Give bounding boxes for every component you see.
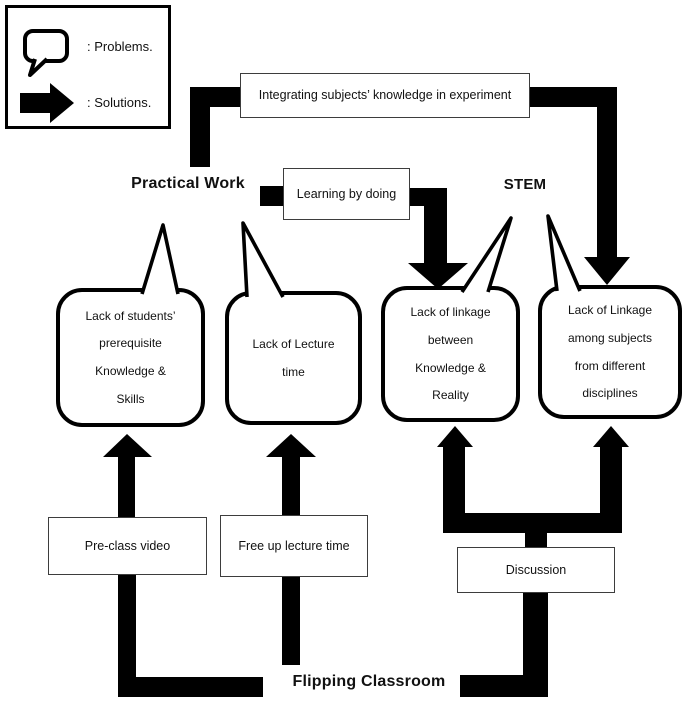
connector-free-up-lecture-to-bubble2-arrow (266, 434, 316, 515)
learning-by-doing-box: Learning by doing (283, 168, 410, 220)
stem-label: STEM (503, 175, 547, 193)
bubble4-line: Lack of Linkage (567, 303, 653, 318)
bubble2-line: Lack of Lecture (252, 336, 335, 351)
bubble3-line: Reality (432, 388, 469, 403)
discussion-box: Discussion (457, 547, 615, 593)
bubble3-tail (462, 218, 511, 292)
connector-learning-by-doing-to-lack-linkage-reality-arrow (408, 188, 468, 289)
pre-class-video-box: Pre-class video (48, 517, 207, 575)
bubble2-lack-of-lecture-time (229, 295, 358, 421)
connector-pre-class-video-to-bubble1-arrow (103, 434, 152, 517)
connector-flipping-classroom-to-free-up-lecture (282, 577, 300, 665)
bubble4-line: disciplines (582, 386, 638, 401)
bubble2-line: time (282, 364, 305, 379)
bubble3-line: Knowledge & (415, 360, 486, 375)
free-up-lecture-time-box: Free up lecture time (220, 515, 368, 577)
connector-discussion-to-bubbles-arrows (437, 426, 629, 547)
bubble1-tail (142, 225, 178, 294)
legend-box (5, 5, 171, 129)
bubble1-line: Skills (116, 391, 145, 406)
bubble1-line: Knowledge & (95, 364, 166, 378)
bubble4-line: among subjects (567, 330, 653, 345)
bubble4-line: from different (574, 358, 646, 373)
bubble4-tail (548, 216, 580, 291)
legend-problems-label: : Problems. (87, 39, 153, 54)
connector-flipping-classroom-to-pre-class-video (118, 575, 263, 697)
bubble3-lack-of-linkage-reality (385, 290, 516, 418)
integrating-knowledge-box: Integrating subjects’ knowledge in experiment (240, 73, 530, 118)
bubble3-line: Lack of linkage (410, 305, 491, 320)
solution-arrow-icon (20, 81, 76, 125)
connector-flipping-classroom-to-discussion (460, 593, 548, 697)
legend-solutions-label: : Solutions. (87, 95, 152, 110)
bubble1-line: prerequisite (99, 336, 162, 351)
bubble2-tail (243, 223, 283, 297)
flipping-classroom-label: Flipping Classroom (292, 673, 446, 690)
bubble1-line: Lack of students’ (85, 308, 176, 323)
bubble3-line: between (427, 332, 474, 347)
bubble1-lack-of-prerequisite (60, 292, 201, 423)
speech-bubble-icon (21, 25, 73, 77)
connector-integrating-to-practical-work (190, 87, 240, 167)
practical-work-label: Practical Work (131, 175, 245, 192)
bubble4-lack-of-linkage-disciplines (542, 289, 678, 415)
